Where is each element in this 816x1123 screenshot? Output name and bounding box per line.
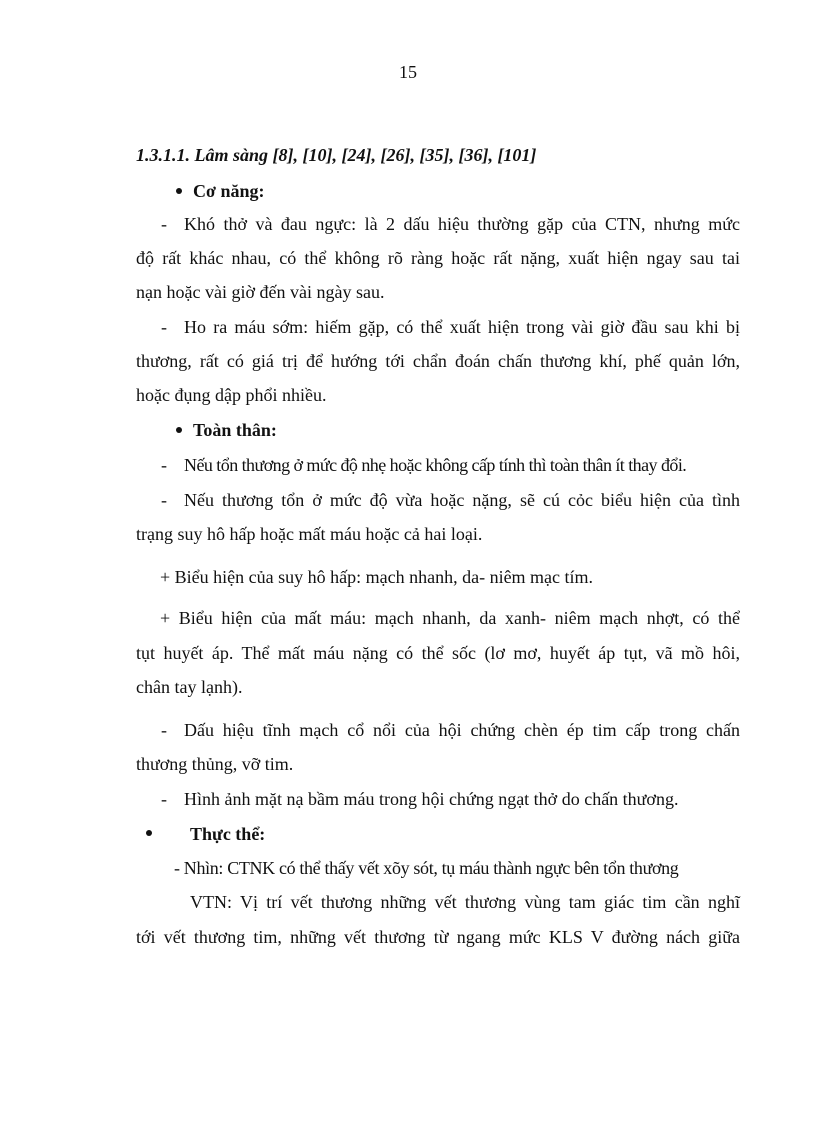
paragraph-line: VTN: Vị trí vết thương những vết thương vùng tam giác tim cần nghĩ xyxy=(190,892,740,912)
paragraph-line: + Biểu hiện của mất máu: mạch nhanh, da xanh- niêm mạch nhợt, có thể xyxy=(160,608,740,628)
subheading-thuc-the: Thực thể: xyxy=(190,824,266,844)
dash-marker: - xyxy=(161,455,167,475)
paragraph-line: nạn hoặc vài giờ đến vài ngày sau. xyxy=(136,282,385,302)
paragraph-line: độ rất khác nhau, có thể không rõ ràng hoặc rất nặng, xuất hiện ngay sau tai xyxy=(136,248,740,268)
dash-marker: - xyxy=(161,720,167,740)
paragraph-line: chân tay lạnh). xyxy=(136,677,243,697)
bullet-co-nang xyxy=(176,188,182,194)
paragraph-line: Ho ra máu sớm: hiếm gặp, có thể xuất hiện trong vài giờ đầu sau khi bị xyxy=(184,317,740,337)
page-number: 15 xyxy=(399,62,417,82)
paragraph-line: thương, rất có giá trị để hướng tới chẩn đoán chấn thương khí, phế quản lớn, xyxy=(136,351,740,371)
section-heading: 1.3.1.1. Lâm sàng [8], [10], [24], [26], [35], [36], [101] xyxy=(136,145,537,165)
paragraph-line: tới vết thương tim, những vết thương từ ngang mức KLS V đường nách giữa xyxy=(136,927,740,947)
paragraph-line: Nếu tổn thương ở mức độ nhẹ hoặc không cấp tính thì toàn thân ít thay đổi. xyxy=(184,455,687,475)
dash-marker: - xyxy=(161,789,167,809)
dash-marker: - xyxy=(161,214,167,234)
bullet-toan-than xyxy=(176,427,182,433)
paragraph-line: Khó thở và đau ngực: là 2 dấu hiệu thường gặp của CTN, nhưng mức xyxy=(184,214,740,234)
bullet-thuc-the xyxy=(146,830,152,836)
paragraph-line: Dấu hiệu tĩnh mạch cổ nổi của hội chứng chèn ép tim cấp trong chấn xyxy=(184,720,740,740)
paragraph-line: thương thủng, vỡ tim. xyxy=(136,754,294,774)
paragraph-line: tụt huyết áp. Thể mất máu nặng có thể sốc (lơ mơ, huyết áp tụt, vã mồ hôi, xyxy=(136,643,740,663)
paragraph-line: Hình ảnh mặt nạ bầm máu trong hội chứng ngạt thở do chấn thương. xyxy=(184,789,679,809)
dash-marker: - xyxy=(161,317,167,337)
paragraph-line: Nếu thương tổn ở mức độ vừa hoặc nặng, sẽ cú cỏc biểu hiện của tình xyxy=(184,490,740,510)
paragraph-line: trạng suy hô hấp hoặc mất máu hoặc cả hai loại. xyxy=(136,524,483,544)
paragraph-line: - Nhìn: CTNK có thể thấy vết xõy sót, tụ máu thành ngực bên tổn thương xyxy=(174,858,679,878)
dash-marker: - xyxy=(161,490,167,510)
subheading-toan-than: Toàn thân: xyxy=(193,420,277,440)
subheading-co-nang: Cơ năng: xyxy=(193,181,265,201)
paragraph-line: + Biểu hiện của suy hô hấp: mạch nhanh, da- niêm mạc tím. xyxy=(160,567,594,587)
paragraph-line: hoặc đụng dập phổi nhiều. xyxy=(136,385,327,405)
